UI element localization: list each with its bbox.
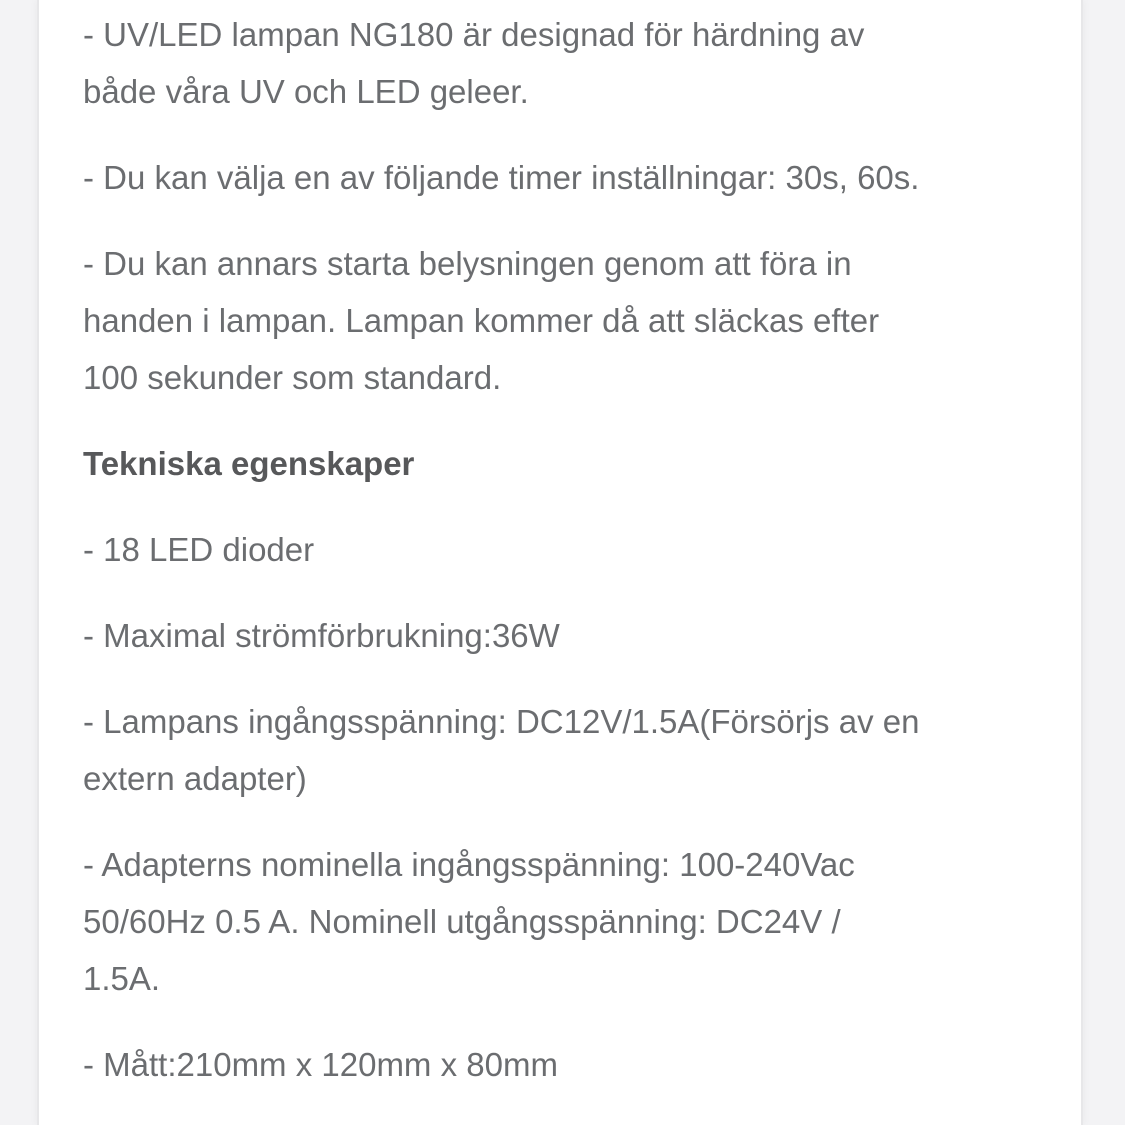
text-line: - Adapterns nominella ingångsspänning: 100-240Vac: [83, 846, 855, 883]
description-paragraph: [83, 521, 1033, 578]
text-line: - Du kan välja en av följande timer inställningar: 30s, 60s.: [83, 159, 920, 196]
text-line: 1.5A.: [83, 960, 161, 997]
description-paragraph: [83, 6, 1033, 120]
description-paragraph: [83, 693, 1033, 807]
product-description-card: [37, 0, 1083, 1125]
description-paragraph: [83, 235, 1033, 406]
product-description: [83, 6, 1033, 1093]
text-line: 100 sekunder som standard.: [83, 359, 502, 396]
section-heading: [83, 435, 1033, 492]
text-line: - Lampans ingångsspänning: DC12V/1.5A(Försörjs av en: [83, 703, 920, 740]
text-line: - 18 LED dioder: [83, 531, 315, 568]
text-line: handen i lampan. Lampan kommer då att släckas efter: [83, 302, 880, 339]
text-line: 50/60Hz 0.5 A. Nominell utgångsspänning: DC24V /: [83, 903, 841, 940]
description-paragraph: [83, 149, 1033, 206]
description-paragraph: [83, 836, 1033, 1007]
description-paragraph: [83, 1036, 1033, 1093]
text-line: - UV/LED lampan NG180 är designad för härdning av: [83, 16, 865, 53]
text-line: Tekniska egenskaper: [83, 445, 415, 482]
text-line: extern adapter): [83, 760, 307, 797]
text-line: - Maximal strömförbrukning:36W: [83, 617, 560, 654]
description-paragraph: [83, 607, 1033, 664]
text-line: - Du kan annars starta belysningen genom att föra in: [83, 245, 852, 282]
text-line: både våra UV och LED geleer.: [83, 73, 529, 110]
text-line: - Mått:210mm x 120mm x 80mm: [83, 1046, 558, 1083]
